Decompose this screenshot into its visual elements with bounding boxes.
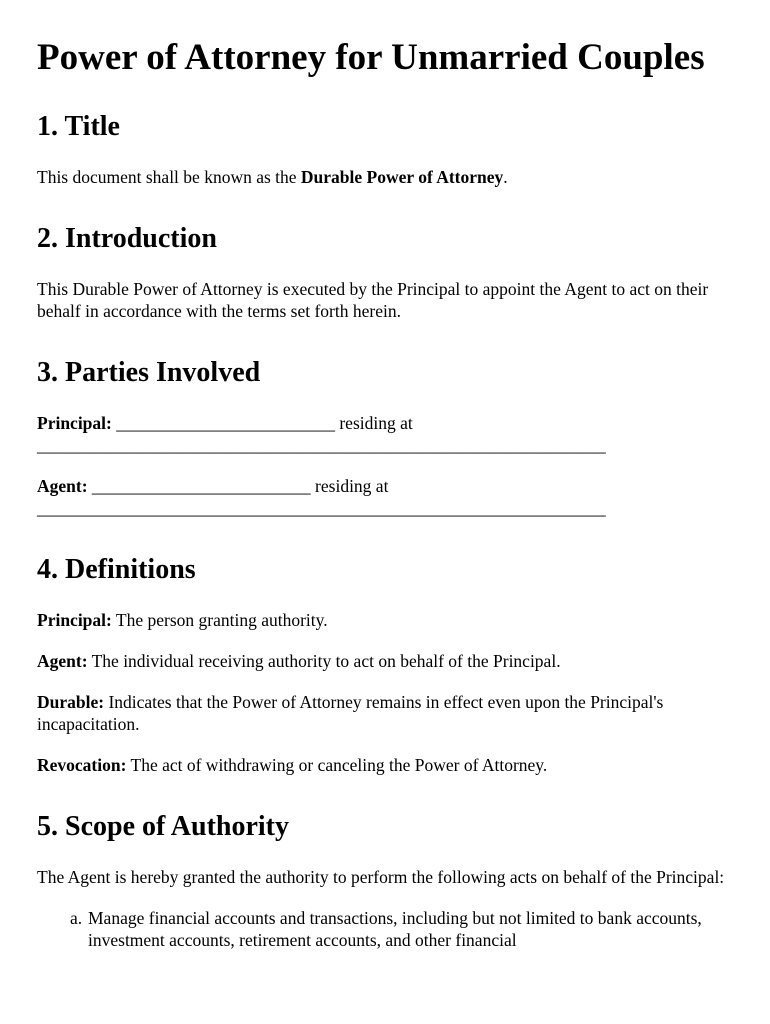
- agent-line: [37, 475, 737, 497]
- definition-term: Agent:: [37, 651, 88, 671]
- definition-term: Principal:: [37, 610, 112, 630]
- principal-name-blank: _________________________: [116, 413, 335, 433]
- scope-list-item: [37, 907, 737, 951]
- section-heading-title: 1. Title: [37, 111, 120, 142]
- agent-name-blank: _________________________: [91, 476, 311, 496]
- document-name: Durable Power of Attorney: [300, 167, 504, 187]
- document-page: [37, 0, 737, 951]
- definition-text: The individual receiving authority to act on behalf of the Principal.: [91, 651, 561, 671]
- introduction-paragraph: This Durable Power of Attorney is executed by the Principal to appoint the Agent to act on their behalf in accordance with the terms set forth herein.: [37, 279, 709, 321]
- title-paragraph: [37, 166, 737, 188]
- section-heading-scope: 5. Scope of Authority: [37, 811, 289, 842]
- definition-item: [37, 754, 737, 776]
- section-heading-parties: 3. Parties Involved: [37, 357, 261, 388]
- agent-residing-text: residing at: [315, 476, 389, 496]
- title-text-before: This document shall be known as the: [37, 167, 301, 187]
- principal-party: [37, 412, 737, 456]
- scope-list: [37, 907, 737, 951]
- list-marker: a.: [70, 908, 83, 928]
- principal-address-blank: _________________________________________________________________: [37, 435, 606, 455]
- principal-line: [37, 412, 737, 434]
- scope-intro-paragraph: The Agent is hereby granted the authority to perform the following acts on behalf of the Principal:: [37, 867, 725, 887]
- definition-item: [37, 650, 737, 672]
- definition-text: The person granting authority.: [115, 610, 328, 630]
- definition-item: [37, 691, 737, 735]
- section-heading-introduction: 2. Introduction: [37, 223, 217, 254]
- principal-residing-text: residing at: [339, 413, 413, 433]
- agent-address-blank: _________________________________________________________________: [37, 498, 606, 518]
- definition-text: The act of withdrawing or canceling the Power of Attorney.: [130, 755, 548, 775]
- section-heading-definitions: 4. Definitions: [37, 554, 196, 585]
- principal-label: Principal:: [37, 413, 112, 433]
- definition-term: Revocation:: [37, 755, 127, 775]
- title-text-after: .: [503, 167, 508, 187]
- agent-label: Agent:: [37, 476, 88, 496]
- definition-text: Indicates that the Power of Attorney remains in effect even upon the Principal's incapacitation.: [37, 692, 664, 734]
- document-title: Power of Attorney for Unmarried Couples: [37, 37, 705, 78]
- definition-term: Durable:: [37, 692, 105, 712]
- scope-item-text: Manage financial accounts and transactions, including but not limited to bank accounts, investment accounts, retirement accounts, and other financial: [88, 908, 702, 950]
- agent-party: [37, 475, 737, 519]
- definition-item: [37, 609, 737, 631]
